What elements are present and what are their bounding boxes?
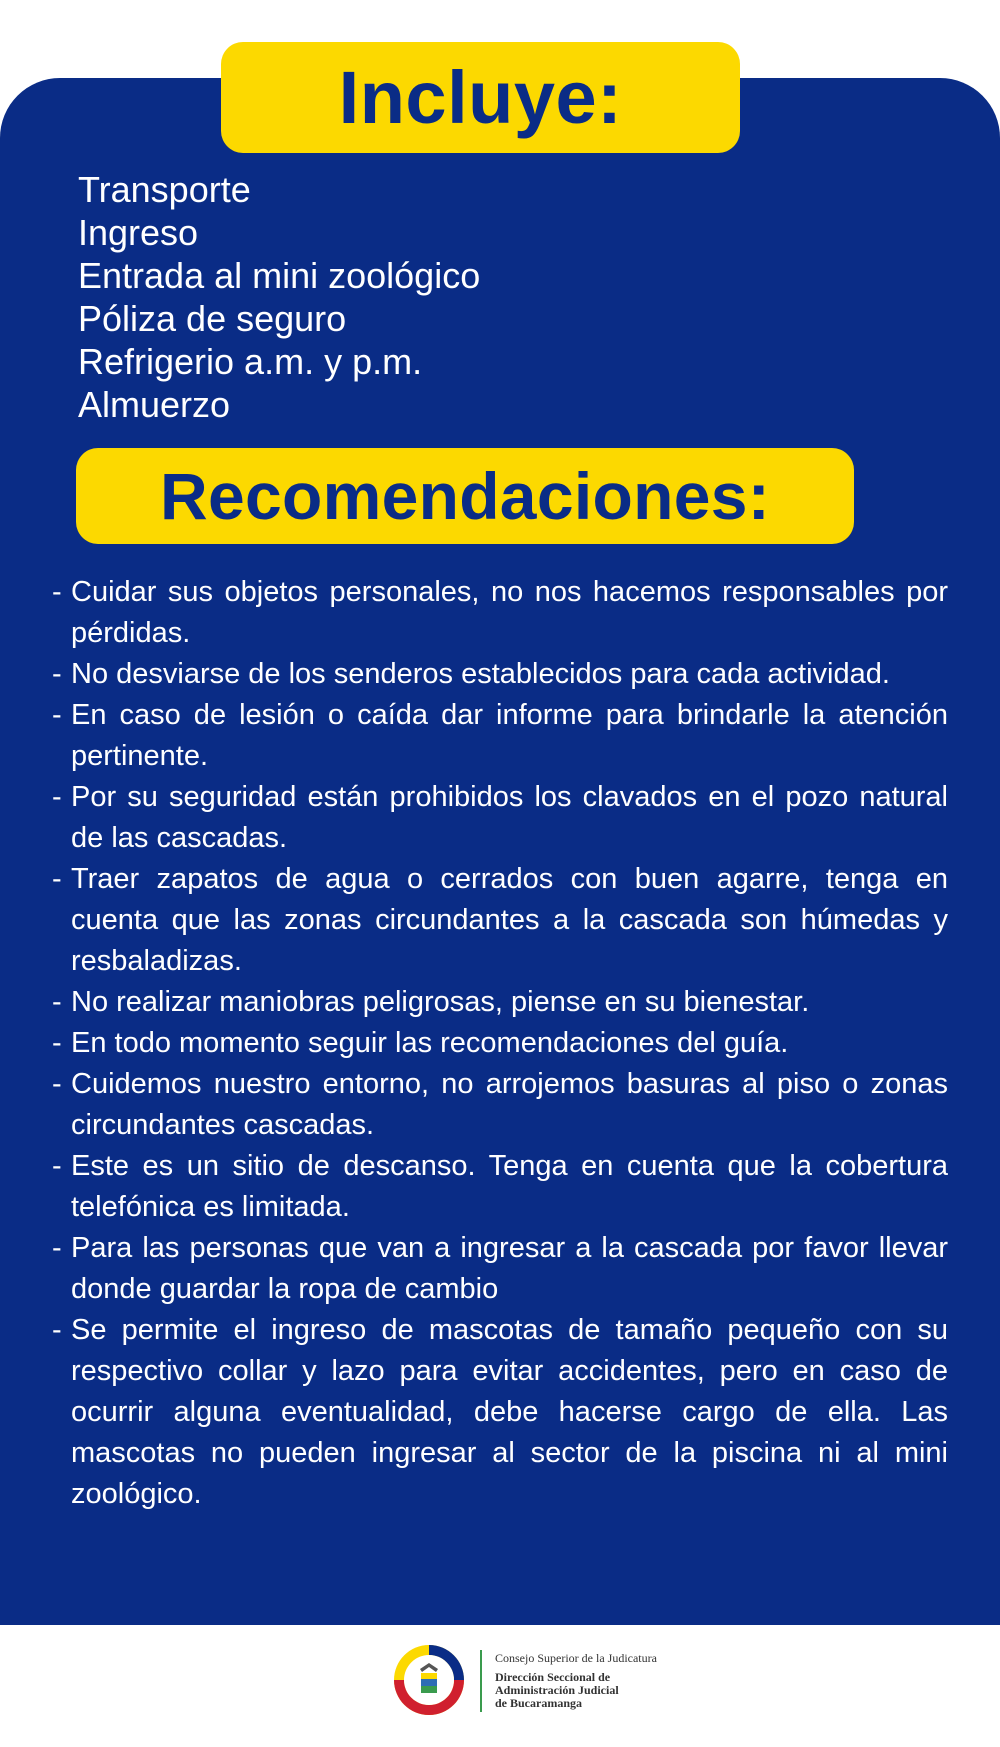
recommendation-text: Para las personas que van a ingresar a la cascada por favor llevar donde guardar la ropa de cambio <box>71 1232 948 1305</box>
org-identity <box>495 1651 735 1710</box>
recommendation-item <box>52 1064 948 1146</box>
includes-item: Transporte <box>78 169 251 210</box>
recommendation-text: En caso de lesión o caída dar informe para brindarle la atención pertinente. <box>71 699 948 772</box>
includes-item: Póliza de seguro <box>78 298 347 339</box>
recommendation-text: Se permite el ingreso de mascotas de tamaño pequeño con su respectivo collar y lazo para evitar accidentes, pero en caso de ocurrir alguna eventualidad, debe hacerse cargo de ella. Las mascotas no pueden ingresar al sector de la piscina ni al mini zoológico. <box>71 1314 948 1510</box>
recommendation-text: No desviarse de los senderos establecidos para cada actividad. <box>71 658 890 690</box>
recommendation-text: Cuidemos nuestro entorno, no arrojemos basuras al piso o zonas circundantes cascadas. <box>71 1068 948 1141</box>
bullet-dash: - <box>52 1232 62 1264</box>
recommendation-item <box>52 1023 948 1064</box>
colombia-coat-of-arms-icon <box>392 1643 466 1717</box>
bullet-dash: - <box>52 1150 62 1182</box>
recommendations-heading: Recomendaciones: <box>76 448 854 544</box>
includes-item: Refrigerio a.m. y p.m. <box>78 341 423 382</box>
footer-separator <box>480 1650 482 1712</box>
includes-heading: Incluye: <box>221 42 740 153</box>
org-council-name: Consejo Superior de la Judicatura <box>495 1651 657 1665</box>
org-administration-line: Administración Judicial <box>495 1683 619 1697</box>
bullet-dash: - <box>52 699 62 731</box>
recommendations-list <box>52 572 948 1515</box>
includes-item: Ingreso <box>78 212 199 253</box>
bullet-dash: - <box>52 576 62 608</box>
recommendation-item <box>52 654 948 695</box>
bullet-dash: - <box>52 1068 62 1100</box>
recommendation-text: Por su seguridad están prohibidos los clavados en el pozo natural de las cascadas. <box>71 781 948 854</box>
recommendation-item <box>52 1146 948 1228</box>
bullet-dash: - <box>52 1027 62 1059</box>
org-direction-line: Dirección Seccional de <box>495 1670 611 1684</box>
bullet-dash: - <box>52 986 62 1018</box>
recommendation-item <box>52 982 948 1023</box>
bullet-dash: - <box>52 781 62 813</box>
recommendation-text: No realizar maniobras peligrosas, piense en su bienestar. <box>71 986 810 1018</box>
recommendation-text: En todo momento seguir las recomendaciones del guía. <box>71 1027 789 1059</box>
recommendation-item <box>52 572 948 654</box>
org-city-line: de Bucaramanga <box>495 1696 582 1710</box>
recommendation-item <box>52 1310 948 1515</box>
includes-item: Almuerzo <box>78 384 231 425</box>
bullet-dash: - <box>52 658 62 690</box>
bullet-dash: - <box>52 1314 62 1346</box>
includes-list <box>78 168 678 426</box>
recommendation-item <box>52 859 948 982</box>
recommendation-text: Este es un sitio de descanso. Tenga en cuenta que la cobertura telefónica es limitada. <box>71 1150 948 1223</box>
recommendation-item <box>52 1228 948 1310</box>
recommendation-item <box>52 777 948 859</box>
bullet-dash: - <box>52 863 62 895</box>
recommendation-text: Traer zapatos de agua o cerrados con buen agarre, tenga en cuenta que las zonas circundantes a la cascada son húmedas y resbaladizas. <box>71 863 948 977</box>
recommendation-text: Cuidar sus objetos personales, no nos hacemos responsables por pérdidas. <box>71 576 948 649</box>
includes-item: Entrada al mini zoológico <box>78 255 481 296</box>
recommendation-item <box>52 695 948 777</box>
